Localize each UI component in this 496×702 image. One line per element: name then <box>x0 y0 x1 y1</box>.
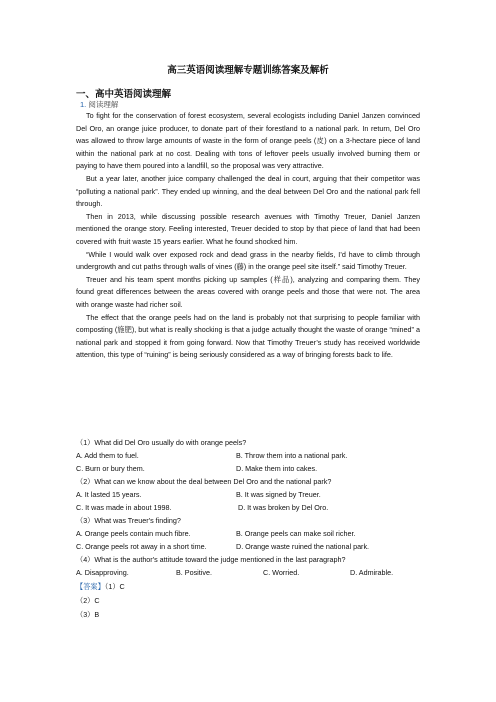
option: C. Worried. <box>263 568 300 577</box>
passage-paragraph: The effect that the orange peels had on the land is probably not that surprising to people familiar with composting (施肥), but what is really shocking is that a judge actually thought the waste of orange “mined” a national park and stopped it from going forward. Now that Timothy Treuer’s study has received worldwide attention, this type of “ruining” is being seriously considered as a way of bringing forests back to life. <box>76 312 420 360</box>
question-prompt: （4）What is the author's attitude toward the judge mentioned in the last paragraph? <box>76 555 346 564</box>
option: B. Positive. <box>176 568 212 577</box>
option: A. Orange peels contain much fibre. <box>76 529 191 538</box>
option: A. It lasted 15 years. <box>76 490 142 499</box>
passage-paragraph: “While I would walk over exposed rock and dead grass in the nearby fields, I’d have to climb through undergrowth and cut paths through walls of vines (藤) in the orange peel site itself.” said Timothy Treuer. <box>76 249 420 272</box>
option: D. Make them into cakes. <box>236 464 318 473</box>
item-number: 1. <box>80 100 87 109</box>
option: D. Orange waste ruined the national park. <box>236 542 370 551</box>
answer-3: （3）B <box>76 610 100 619</box>
option: B. It was signed by Treuer. <box>236 490 321 499</box>
passage <box>76 110 420 362</box>
passage-paragraph: But a year later, another juice company challenged the deal in court, arguing that their competitor was “polluting a national park”. They ended up winning, and the deal between Del Oro and the national park fell through. <box>76 173 420 209</box>
option: D. It was broken by Del Oro. <box>238 503 329 512</box>
answer-line <box>76 582 125 592</box>
passage-paragraph: Then in 2013, while discussing possible research avenues with Timothy Treuer, Daniel Janzen mentioned the orange story. Feeling interested, Treuer decided to stop by that piece of land that had been covered with fruit waste 15 years earlier. What he found shocked him. <box>76 211 420 246</box>
question-prompt: （1）What did Del Oro usually do with orange peels? <box>76 438 247 447</box>
answer-tag: 【答案】 <box>76 582 105 591</box>
option: D. Admirable. <box>350 568 394 577</box>
option: C. It was made in about 1998. <box>76 503 172 512</box>
question-label <box>80 99 118 110</box>
option: A. Add them to fuel. <box>76 451 139 460</box>
item-label: 阅读理解 <box>88 100 119 109</box>
question-prompt: （2）What can we know about the deal between Del Oro and the national park? <box>76 477 332 486</box>
question-prompt: （3）What was Treuer's finding? <box>76 516 181 525</box>
option: B. Throw them into a national park. <box>236 451 348 460</box>
option: C. Burn or bury them. <box>76 464 145 473</box>
option: B. Orange peels can make soil richer. <box>236 529 356 538</box>
answer-1: （1）C <box>104 582 125 591</box>
section-heading: 一、高中英语阅读理解 <box>76 89 172 100</box>
option: A. Disapproving. <box>76 568 129 577</box>
document-title: 高三英语阅读理解专题训练答案及解析 <box>167 65 329 76</box>
passage-paragraph: Treuer and his team spent months picking up samples (样品), analyzing and comparing them. They found great differences between the areas covered with orange peels and those that were not. The area with orange waste had richer soil. <box>76 274 420 309</box>
passage-paragraph: To fight for the conservation of forest ecosystem, several ecologists including Daniel Janzen convinced Del Oro, an orange juice producer, to donate part of their forestland to a national park. In return, Del Oro was allowed to throw large amounts of waste in the form of orange peels (皮) on a 3-hectare piece of land within the national park at no cost. Dealing with tons of leftover peels usually involved burning them or paying to have them poured into a landfill, so the proposal was very attractive. <box>76 111 420 171</box>
option: C. Orange peels rot away in a short time. <box>76 542 207 551</box>
answer-2: （2）C <box>76 596 100 605</box>
